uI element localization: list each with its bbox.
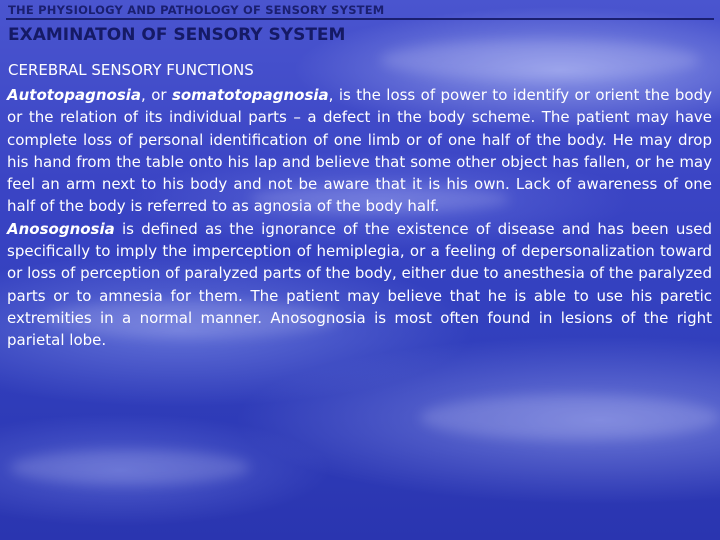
slide-title: EXAMINATON OF SENSORY SYSTEM xyxy=(8,25,346,45)
term-anosognosia: Anosognosia xyxy=(7,219,115,238)
paragraph-anosognosia xyxy=(7,218,712,352)
background-streak xyxy=(420,395,720,440)
paragraph-autotopagnosia xyxy=(7,84,712,218)
header-bar xyxy=(6,2,714,20)
background-streak xyxy=(380,40,700,80)
paragraph-text: , is the loss of power to identify or orient the body or the relation of its individual parts – a defect in the body scheme. The patient may have complete loss of personal identification of one limb or of one half of the body. He may drop his hand from the table onto his lap and believe that some other object has fallen, or he may feel an arm next to his body and not be aware that it is his own. Lack of awareness of one half of the body is referred to as agnosia of the body half. xyxy=(7,86,712,216)
slide-subtitle: CEREBRAL SENSORY FUNCTIONS xyxy=(8,61,254,79)
term-autotopagnosia: Autotopagnosia xyxy=(7,86,142,104)
paragraph-text: is defined as the ignorance of the existence of disease and has been used specifically to imply the imperception of hemiplegia, or a feeling of depersonalization toward or loss of perception of paralyzed parts of the body, either due to anesthesia of the paralyzed parts or to amnesia for them. The patient may believe that he is able to use his paretic extremities in a normal manner. Anosognosia is most often found in lesions of the right parietal lobe. xyxy=(7,219,712,350)
slide-body xyxy=(7,84,712,352)
course-title: THE PHYSIOLOGY AND PATHOLOGY OF SENSORY SYSTEM xyxy=(8,3,385,17)
paragraph-connector: , or xyxy=(141,86,172,104)
term-somatotopagnosia: somatotopagnosia xyxy=(171,86,329,104)
background-streak xyxy=(10,450,250,485)
